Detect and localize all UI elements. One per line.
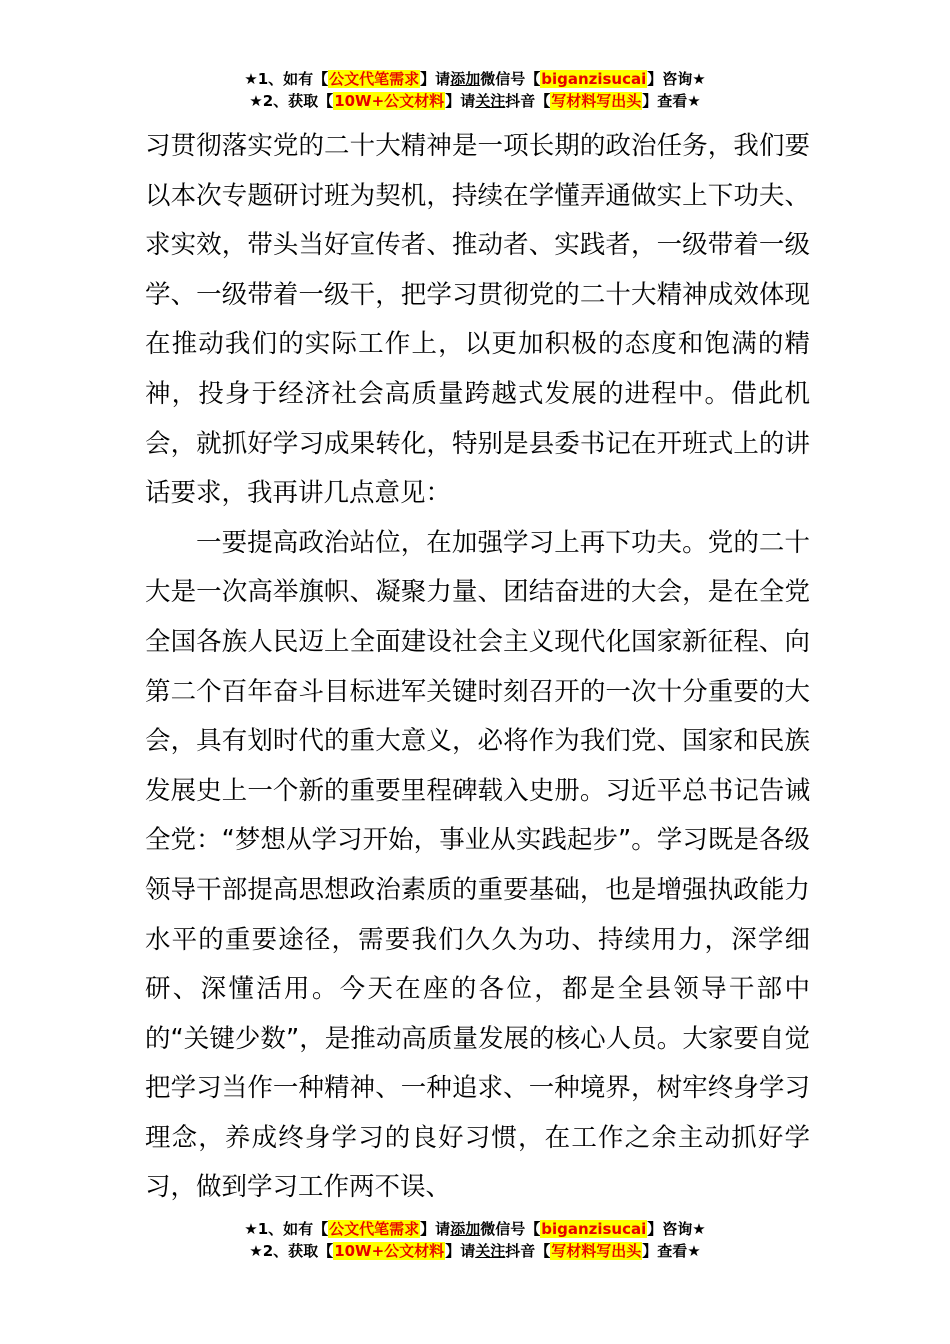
- footer-banner: [0, 1218, 950, 1262]
- banner-text: ★2、获取【: [249, 1242, 334, 1260]
- banner-text: 】请: [420, 1220, 451, 1238]
- banner-highlight: biganzisucai: [541, 70, 647, 88]
- banner-underline: 关注: [475, 92, 506, 110]
- banner-text: 】查看★: [642, 92, 701, 110]
- banner-line-1: [0, 68, 950, 90]
- banner-text: 】咨询★: [647, 70, 706, 88]
- banner-line-1: [0, 1218, 950, 1240]
- banner-underline: 添加: [450, 70, 481, 88]
- banner-text: ★1、如有【: [244, 1220, 329, 1238]
- banner-text: 】查看★: [642, 1242, 701, 1260]
- banner-text: 】咨询★: [647, 1220, 706, 1238]
- banner-text: 】请: [445, 1242, 476, 1260]
- banner-underline: 关注: [475, 1242, 506, 1260]
- banner-highlight: 公文代笔需求: [329, 1220, 420, 1238]
- document-body: [145, 122, 810, 1213]
- banner-text: 】请: [445, 92, 476, 110]
- banner-underline: 添加: [450, 1220, 481, 1238]
- banner-line-2: [0, 90, 950, 112]
- banner-highlight: 公文代笔需求: [329, 70, 420, 88]
- banner-highlight: 写材料写出头: [551, 1242, 642, 1260]
- paragraph: 一要提高政治站位，在加强学习上再下功夫。党的二十大是一次高举旗帜、凝聚力量、团结奋进的大会，是在全党全国各族人民迈上全面建设社会主义现代化国家新征程、向第二个百年奋斗目标进军关键时刻召开的一次十分重要的大会，具有划时代的重大意义，必将作为我们党、国家和民族发展史上一个新的重要里程碑载入史册。习近平总书记告诫全党：“梦想从学习开始，事业从实践起步”。学习既是各级领导干部提高思想政治素质的重要基础，也是增强执政能力水平的重要途径，需要我们久久为功、持续用力，深学细研、深懂活用。今天在座的各位，都是全县领导干部中的“关键少数”，是推动高质量发展的核心人员。大家要自觉把学习当作一种精神、一种追求、一种境界，树牢终身学习理念，养成终身学习的良好习惯，在工作之余主动抓好学习，做到学习工作两不误、: [145, 527, 810, 1203]
- banner-highlight: 10W+公文材料: [334, 1242, 445, 1260]
- banner-text: ★2、获取【: [249, 92, 334, 110]
- banner-highlight: biganzisucai: [541, 1220, 647, 1238]
- paragraph: 习贯彻落实党的二十大精神是一项长期的政治任务，我们要以本次专题研讨班为契机，持续在学懂弄通做实上下功夫、求实效，带头当好宣传者、推动者、实践者，一级带着一级学、一级带着一级干，把学习贯彻党的二十大精神成效体现在推动我们的实际工作上，以更加积极的态度和饱满的精神，投身于经济社会高质量跨越式发展的进程中。借此机会，就抓好学习成果转化，特别是县委书记在开班式上的讲话要求，我再讲几点意见：: [145, 131, 810, 509]
- header-banner: [0, 68, 950, 112]
- banner-highlight: 写材料写出头: [551, 92, 642, 110]
- banner-text: 微信号【: [480, 70, 541, 88]
- banner-text: 抖音【: [505, 1242, 551, 1260]
- banner-line-2: [0, 1240, 950, 1262]
- banner-text: 抖音【: [505, 92, 551, 110]
- banner-text: ★1、如有【: [244, 70, 329, 88]
- banner-highlight: 10W+公文材料: [334, 92, 445, 110]
- banner-text: 】请: [420, 70, 451, 88]
- banner-text: 微信号【: [480, 1220, 541, 1238]
